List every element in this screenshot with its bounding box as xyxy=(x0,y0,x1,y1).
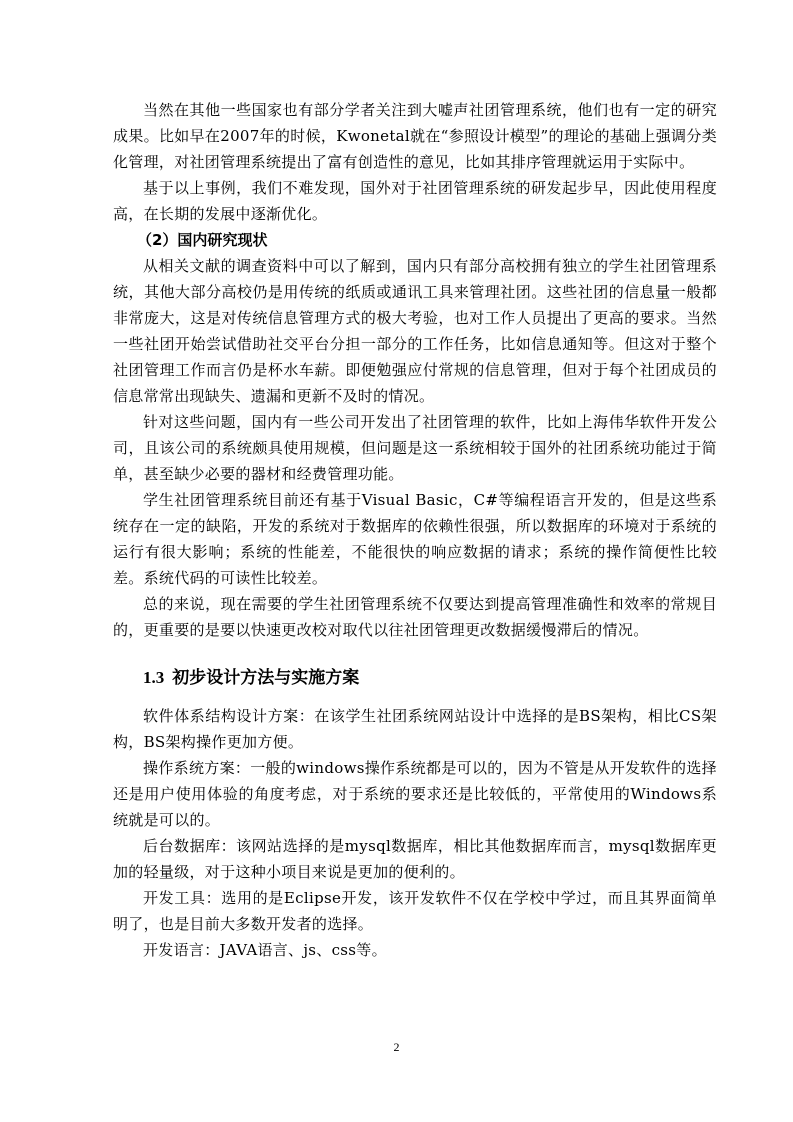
paragraph-foreign-summary: 基于以上事例，我们不难发现，国外对于社团管理系统的研发起步早，因此使用程度高，在长期的发展中逐渐优化。 xyxy=(113,179,717,223)
paragraph-database: 后台数据库：该网站选择的是mysql数据库，相比其他数据库而言，mysql数据库更加的轻量级，对于这种小项目来说是更加的便利的。 xyxy=(113,837,717,881)
paragraph-architecture: 软件体系结构设计方案：在该学生社团系统网站设计中选择的是BS架构，相比CS架构，BS架构操作更加方便。 xyxy=(113,707,717,751)
paragraph-domestic-defects: 学生社团管理系统目前还有基于Visual Basic，C#等编程语言开发的，但是这些系统存在一定的缺陷，开发的系统对于数据库的依赖性很强，所以数据库的环境对于系统的运行有很大影响；系统的性能差，不能很快的响应数据的请求；系统的操作简便性比较差。系统代码的可读性比较差。 xyxy=(113,491,717,587)
page-number: 2 xyxy=(393,1040,400,1054)
paragraph-dev-tool: 开发工具：选用的是Eclipse开发，该开发软件不仅在学校中学过，而且其界面简单明了，也是目前大多数开发者的选择。 xyxy=(113,889,717,933)
page-content xyxy=(113,97,717,963)
paragraph-domestic-conclusion: 总的来说，现在需要的学生社团管理系统不仅要达到提高管理准确性和效率的常规目的，更重要的是要以快速更改校对取代以往社团管理更改数据缓慢滞后的情况。 xyxy=(113,595,717,639)
paragraph-foreign-research: 当然在其他一些国家也有部分学者关注到大嘘声社团管理系统，他们也有一定的研究成果。比如早在2007年的时候，Kwonetal就在“参照设计模型”的理论的基础上强调分类化管理，对社团管理系统提出了富有创造性的意见，比如其排序管理就运用于实际中。 xyxy=(113,101,717,171)
section-title: 初步设计方法与实施方案 xyxy=(172,668,360,688)
paragraph-domestic-status: 从相关文献的调查资料中可以了解到，国内只有部分高校拥有独立的学生社团管理系统，其他大部分高校仍是用传统的纸质或通讯工具来管理社团。这些社团的信息量一般都非常庞大，这是对传统信息管理方式的极大考验，也对工作人员提出了更高的要求。当然一些社团开始尝试借助社交平台分担一部分的工作任务，比如信息通知等。但这对于整个社团管理工作而言仍是杯水车薪。即便勉强应付常规的信息管理，但对于每个社团成员的信息常常出现缺失、遗漏和更新不及时的情况。 xyxy=(113,257,717,405)
section-number: 1.3 xyxy=(143,668,165,687)
paragraph-domestic-software: 针对这些问题，国内有一些公司开发出了社团管理的软件，比如上海伟华软件开发公司，且该公司的系统颇具使用规模，但问题是这一系统相较于国外的社团系统功能过于简单，甚至缺少必要的器材和经费管理功能。 xyxy=(113,413,717,483)
subheading-domestic-research: （2）国内研究现状 xyxy=(137,231,268,249)
paragraph-os: 操作系统方案：一般的windows操作系统都是可以的，因为不管是从开发软件的选择还是用户使用体验的角度考虑，对于系统的要求还是比较低的，平常使用的Windows系统就是可以的。 xyxy=(113,759,717,829)
paragraph-dev-language: 开发语言：JAVA语言、js、css等。 xyxy=(143,941,387,959)
section-heading xyxy=(113,663,717,693)
